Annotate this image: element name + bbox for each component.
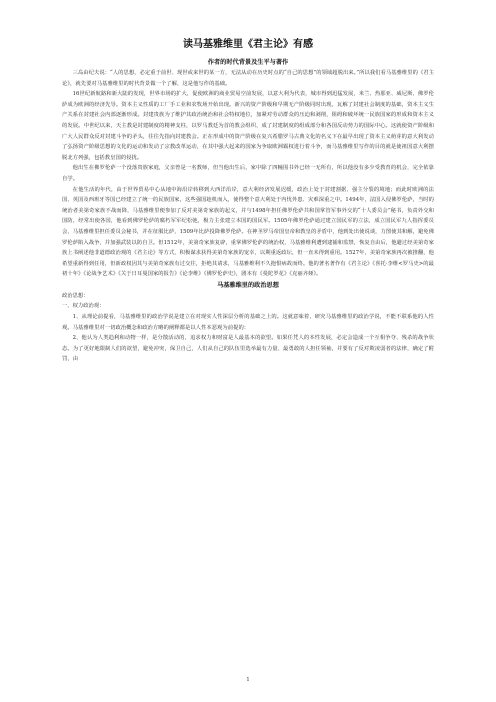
section-heading: 马基雅维里的政治思想 (217, 281, 279, 289)
document-title: 读马基雅维里《君主论》有感 (183, 39, 313, 50)
paragraph-point-1: 1、从理论前提看，马基雅维里的政治学说是建立在对现实人性深层分析的基础之上的。这就意味着，研究马基雅维里的政治学说，不能不联系他的人性观。马基雅维里对一切政治概念和政治方略的阐释都是以人性本恶观为前提的： (62, 314, 434, 331)
document-subtitle: 作者的时代背景及生平与著作 (207, 59, 289, 66)
paragraph-background: 16世纪新航路和新大陆的发现，世界市场的扩大，促使欧洲的商业贸易空前发展，以意大利为代表，城市得到迅猛发展，米兰、热那亚、威尼斯、佛罗伦萨成为欧洲的经济先导。资本主义性质的工厂手工业和农牧场开始出现。新兴的资产阶级和早期无产阶级同时出现，瓦解了封建社会制度的基础，资本主义生产关系在封建社会内部逐渐形成。封建贵族为了维护其政治统治和社会特权地位，加紧对劳动群众的压迫和剥削，阻碍和破坏统一民族国家的形成和资本主义的发展。中世纪以来，天主教是封建制度的精神支柱，以罗马教廷为首的教会组织，成了封建制度的组成部分和各国反动势力的国际中心。这就使资产阶级和广大人民群众反对封建斗争的矛头，往往先指向封建教会。正在形成中的资产阶级在复兴希腊罗马古典文化的名义下在最早出现了资本主义萌芽的意大利发动了弘扬资产阶级思想的文化的运动和发动了宗教改革运动，在其中强大起来的国家为争取欧洲霸权进行着斗争，而马基雅维里写作的目的就是使祖国意大利摆脱北方列强，包括教皇国的侵扰。 (62, 91, 434, 161)
page-number: 1 (246, 677, 250, 683)
section-line-political-thought: 政治思想： (62, 292, 89, 299)
paragraph-life: 在他生活的年代，由于世界贸易中心从地中海沿岸转移到大西洋沿岸，意大利经济发展迟缓，政治上处于封建割据、强主分裂的境地；而此时欧洲的法国、英国及西班牙等国已经建立了统一的民族国家，这些强国趁机而入，使得整个意大利处于内忧外患、灾难深重之中。1494年，法国入侵佛罗伦萨，当时的统治者美第奇家族不战而降，马基雅维里便参加了反对美第奇家族的起义，并与1498年担任佛罗伦萨共和国掌管军事外交的“十人委员会”秘书，负责外交和国防，经常出使各国，他看到佛罗伦萨的腐朽军军纪松弛，极力主张建立本国的国民军。1505年佛罗伦萨通过建立国民军的立法，成立国民军九人指挥委员会，马基雅维里担任委员会秘书，并在征服比萨，1509年比萨投降佛罗伦萨。在神圣罗马帝国皇帝和教皇的矛盾中，他到处出使说谈，力图使其和解，避免佛罗伦萨陷入战争，并加强武装以防自卫。但1512年，美第奇家族复辟，重掌佛罗伦萨的统治权，马基雅维利遭到逮捕和监禁，恢复自由后，他避过经美第奇家族上书阐述他非道德政治观的《君主论》等方式，积极谋求获得美第奇家族的宠幸，以期重返政坛，但一直未得到重用。1527年，美第奇家族再次被推翻，他希望重新得到任用，但新政权因其与美第奇家族有过交往，拒绝其请求，马基雅维利不久抱恨病故而终。他的著名著作有《君主论》《喜托·李维<罗马史>的最初十年》《论战争艺术》《关于日耳曼国家的报告》《论李维》《佛罗伦萨史》，剧本有《曼陀罗花》《克丽齐娅》。 (62, 186, 434, 278)
paragraph-intro: 三岛由纪夫说：“人的思想，必定重于前世、现世或来世的某一方，无法从动在历史时点的“自己的思想”的领域超脱出来。”所以我们看马基雅维里的《君主论》，就先要对马基雅维里的时代背景做一个了解，这是他写作的基础。 (62, 70, 434, 87)
section-line-power-politics: 一、权力政治观： (62, 303, 105, 310)
paragraph-point-2: 2、他认为人类趋利和动物一样，是分散活动的，追求权力和财富是人最基本的欲望。如果任凭人的本性发展，必定会造成一个互相争夺、残杀的战争状态。为了更好地限制人们的欲望，避免冲突，保卫自己，人们从自己的队伍里选举最有力量、最勇敢的人担任领袖，并要有了反对欺凌弱者的法律，确定了附罚，由 (62, 335, 434, 363)
paragraph-birth: 他出生在佛罗伦萨一个没落贵族家庭，父亲曾是一名教师，但当他出生后，家中除了四幢围书外已经一无所有，所以他没有多少受教育的机会，完全依靠自学。 (62, 165, 434, 182)
